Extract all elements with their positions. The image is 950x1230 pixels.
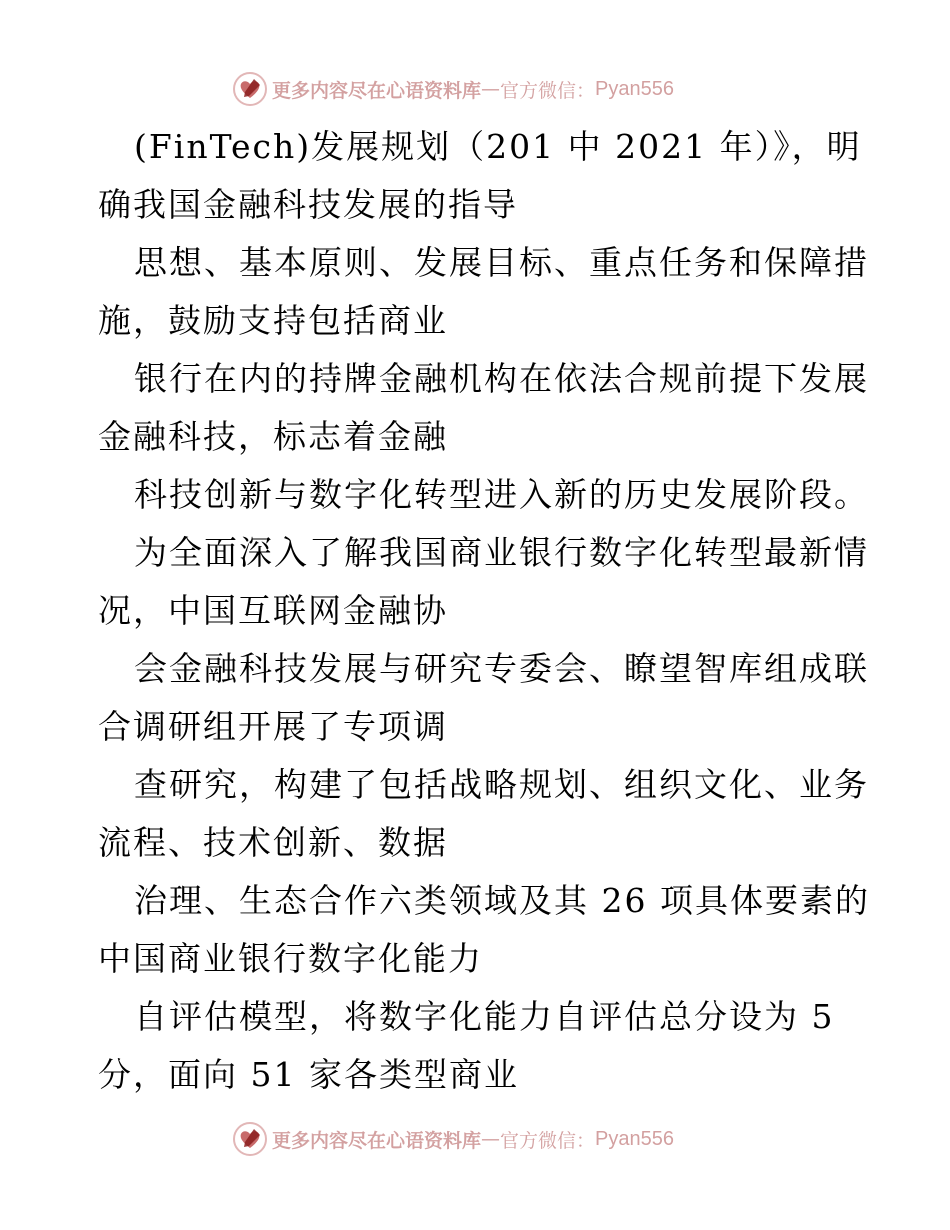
text-line: 流程、技术创新、数据 [98, 823, 448, 862]
text-line: 银行在内的持牌金融机构在依法合规前提下发展 [134, 359, 869, 398]
watermark-footer [232, 1121, 732, 1157]
watermark-text: 更多内容尽在心语资料库 [272, 79, 482, 102]
text-line: (FinTech)发展规划（201 中 2021 年）》，明 [134, 127, 862, 166]
text-line: 科技创新与数字化转型进入新的历史发展阶段。 [134, 475, 869, 514]
text-line: 为全面深入了解我国商业银行数字化转型最新情 [134, 533, 869, 572]
body-text [98, 118, 870, 1104]
text-line: 金融科技，标志着金融 [98, 417, 448, 456]
watermark-separator: — [481, 1128, 501, 1150]
text-line: 施，鼓励支持包括商业 [98, 301, 448, 340]
watermark-separator: — [481, 78, 501, 100]
text-line: 合调研组开展了专项调 [98, 707, 448, 746]
heart-pen-icon [232, 1121, 268, 1157]
watermark-id: Pyan556 [595, 77, 674, 100]
text-line: 思想、基本原则、发展目标、重点任务和保障措 [134, 243, 869, 282]
text-line: 自评估模型，将数字化能力自评估总分设为 5 [134, 997, 835, 1036]
heart-pen-icon [232, 71, 268, 107]
watermark-header [232, 71, 732, 107]
watermark-id: Pyan556 [595, 1127, 674, 1150]
watermark-label: 官方微信： [500, 1129, 596, 1152]
text-line: 分，面向 51 家各类型商业 [98, 1055, 519, 1094]
text-line: 况，中国互联网金融协 [98, 591, 448, 630]
watermark-label: 官方微信： [500, 79, 596, 102]
text-line: 会金融科技发展与研究专委会、瞭望智库组成联 [134, 649, 869, 688]
text-line: 中国商业银行数字化能力 [98, 939, 483, 978]
text-line: 确我国金融科技发展的指导 [98, 185, 518, 224]
text-line: 治理、生态合作六类领域及其 26 项具体要素的 [134, 881, 870, 920]
paragraph [98, 118, 870, 1104]
watermark-text: 更多内容尽在心语资料库 [272, 1129, 482, 1152]
text-line: 查研究，构建了包括战略规划、组织文化、业务 [134, 765, 869, 804]
